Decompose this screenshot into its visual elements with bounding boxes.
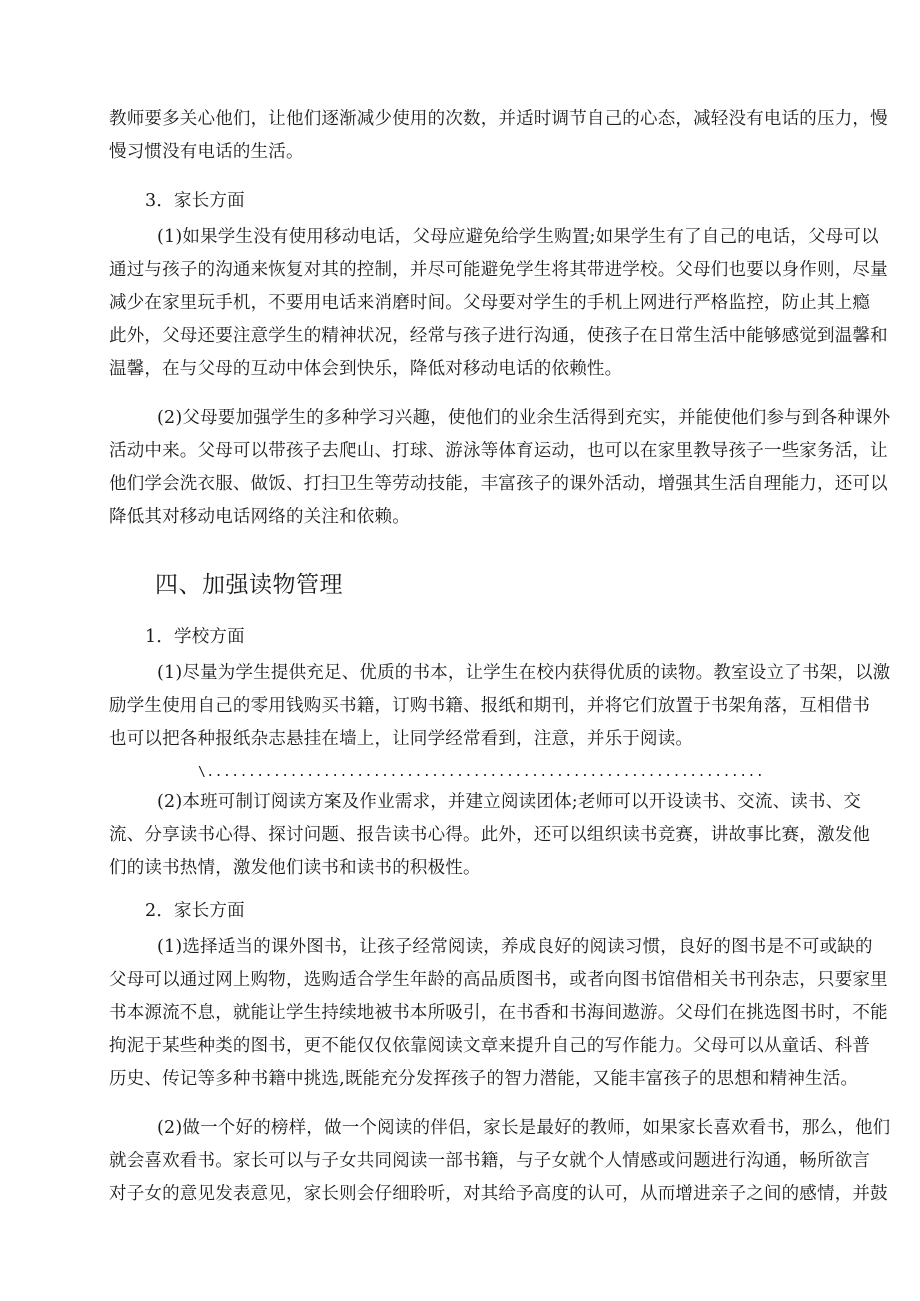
paragraph-line: 他们学会洗衣服、做饭、打扫卫生等劳动技能，丰富孩子的课外活动，增强其生活自理能力，还可以 bbox=[109, 474, 888, 494]
paragraph-line: 书本源流不息，就能让学生持续地被书本所吸引，在书香和书海间遨游。父母们在挑选图书时，不能 bbox=[109, 1003, 888, 1023]
paragraph-line: 就会喜欢看书。家长可以与子女共同阅读一部书籍，与子女就个人情感或问题进行沟通，畅所欲言 bbox=[109, 1151, 871, 1171]
dotted-separator: \................................................................... bbox=[198, 765, 765, 780]
section-heading: 四、加强读物管理 bbox=[155, 572, 343, 598]
paragraph-line: (1)如果学生没有使用移动电话，父母应避免给学生购置;如果学生有了自己的电话，父母可以 bbox=[157, 227, 879, 247]
paragraph-line: (2)做一个好的榜样，做一个阅读的伴侣，家长是最好的教师，如果家长喜欢看书，那么，他们 bbox=[157, 1118, 891, 1138]
paragraph-line: 活动中来。父母可以带孩子去爬山、打球、游泳等体育运动，也可以在家里教导孩子一些家务活，让 bbox=[109, 441, 888, 461]
paragraph-line: 拘泥于某些种类的图书，更不能仅仅依靠阅读文章来提升自己的写作能力。父母可以从童话、科普 bbox=[109, 1036, 871, 1056]
paragraph-line: 历史、传记等多种书籍中挑选,既能充分发挥孩子的智力潜能，又能丰富孩子的思想和精神生活。 bbox=[109, 1069, 859, 1089]
paragraph-line: (1)选择适当的课外图书，让孩子经常阅读，养成良好的阅读习惯，良好的图书是不可或缺的 bbox=[157, 937, 873, 957]
paragraph-line: 也可以把各种报纸杂志悬挂在墙上，让同学经常看到，注意，并乐于阅读。 bbox=[109, 729, 694, 749]
paragraph-line: 教师要多关心他们，让他们逐渐减少使用的次数，并适时调节自己的心态，减轻没有电话的压力，慢 bbox=[109, 109, 888, 129]
paragraph-line: 慢习惯没有电话的生活。 bbox=[109, 142, 304, 162]
paragraph-line: 减少在家里玩手机，不要用电话来消磨时间。父母要对学生的手机上网进行严格监控，防止其上瘾 bbox=[109, 293, 871, 313]
paragraph-line: (1)尽量为学生提供充足、优质的书本，让学生在校内获得优质的读物。教室设立了书架，以激 bbox=[157, 663, 891, 683]
paragraph-line: 通过与孩子的沟通来恢复对其的控制，并尽可能避免学生将其带进学校。父母们也要以身作则，尽量 bbox=[109, 260, 888, 280]
paragraph-line: 温馨，在与父母的互动中体会到快乐，降低对移动电话的依赖性。 bbox=[109, 359, 623, 379]
section-subheading: 1．学校方面 bbox=[145, 627, 245, 647]
paragraph-line: 父母可以通过网上购物，选购适合学生年龄的高品质图书，或者向图书馆借相关书刊杂志，只要家里 bbox=[109, 970, 888, 990]
section-subheading: 2．家长方面 bbox=[145, 901, 245, 921]
paragraph-line: 流、分享读书心得、探讨问题、报告读书心得。此外，还可以组织读书竞赛，讲故事比赛，激发他 bbox=[109, 825, 871, 845]
paragraph-line: (2)父母要加强学生的多种学习兴趣，使他们的业余生活得到充实，并能使他们参与到各种课外 bbox=[157, 408, 891, 428]
paragraph-line: 励学生使用自己的零用钱购买书籍，订购书籍、报纸和期刊，并将它们放置于书架角落，互相借书 bbox=[109, 696, 871, 716]
paragraph-line: 此外，父母还要注意学生的精神状况，经常与孩子进行沟通，使孩子在日常生活中能够感觉到温馨和 bbox=[109, 326, 888, 346]
paragraph-line: 们的读书热情，激发他们读书和读书的积极性。 bbox=[109, 858, 481, 878]
paragraph-line: (2)本班可制订阅读方案及作业需求，并建立阅读团体;老师可以开设读书、交流、读书、交 bbox=[157, 792, 862, 812]
paragraph-line: 对子女的意见发表意见，家长则会仔细聆听，对其给予高度的认可，从而增进亲子之间的感情，并鼓 bbox=[109, 1184, 888, 1204]
paragraph-line: 降低其对移动电话网络的关注和依赖。 bbox=[109, 507, 410, 527]
section-subheading: 3．家长方面 bbox=[145, 191, 245, 211]
